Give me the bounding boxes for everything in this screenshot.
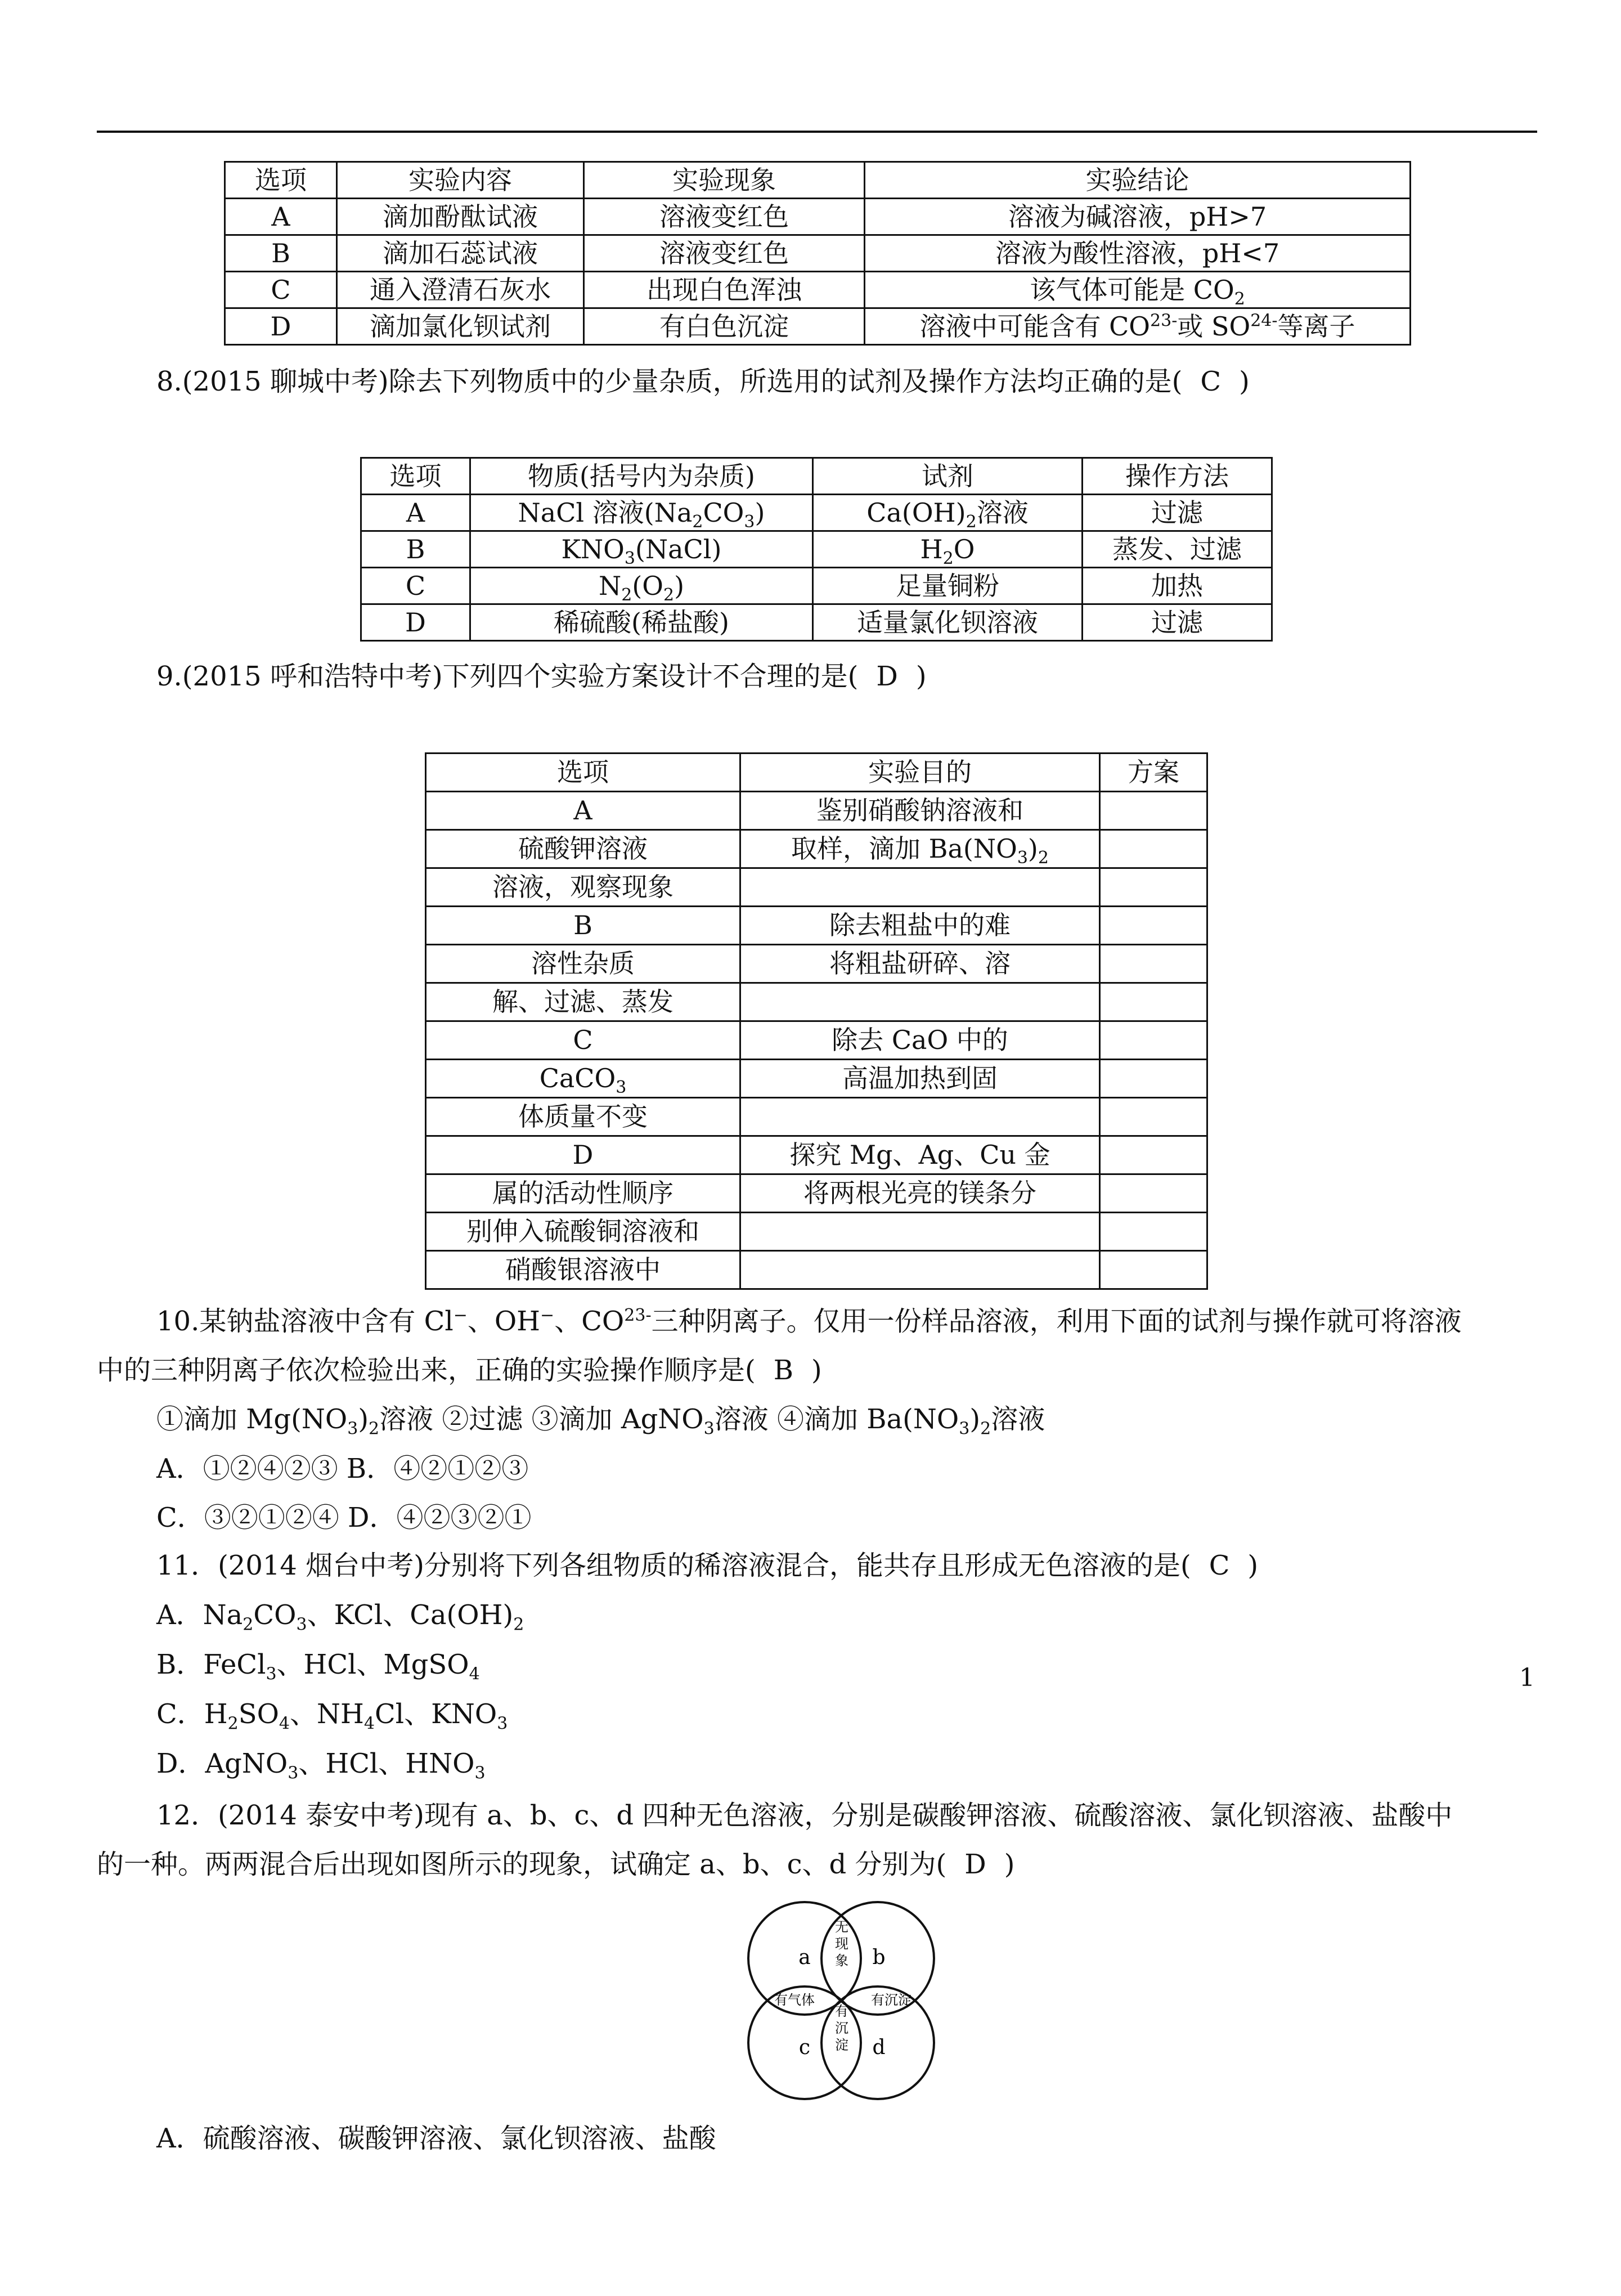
cell (740, 1213, 1100, 1251)
cell (426, 1060, 740, 1098)
table-header-row (426, 754, 1207, 792)
table-row (361, 568, 1272, 604)
cell (470, 531, 813, 568)
cell-text: ) (674, 571, 685, 601)
question-text: 9.(2015 呼和浩特中考)下列四个实验方案设计不合理的是( (156, 661, 859, 692)
cell-text: 溶液中可能含有 CO (919, 311, 1151, 342)
question-11 (156, 1549, 1258, 1582)
superscript: 23- (1150, 311, 1178, 331)
cell (865, 272, 1411, 308)
text: 溶液 ②过滤 ③滴加 AgNO (379, 1403, 704, 1435)
text: D．AgNO (156, 1748, 288, 1779)
text: 、OH (467, 1306, 541, 1337)
cell-text: (O (632, 571, 663, 601)
cell (470, 495, 813, 531)
cell: 鉴别硝酸钠溶液和 (740, 792, 1100, 830)
label-gas: 有气体 (774, 1992, 815, 2008)
question-11-option-c (156, 1697, 508, 1734)
table-header-row (225, 162, 1411, 199)
cell: A (225, 199, 337, 235)
answer: C (1209, 1550, 1230, 1581)
label-precipitate-cd: 有沉淀 (835, 2003, 848, 2053)
cell-text: KNO (561, 534, 625, 564)
cell: 蒸发、过滤 (1083, 531, 1272, 568)
answer: C (1200, 366, 1222, 397)
cell: B (361, 531, 470, 568)
header-option: 选项 (426, 754, 740, 792)
text: 、NH (290, 1698, 364, 1730)
table-row (426, 1021, 1207, 1060)
cell: 加热 (1083, 568, 1272, 604)
cell: 将两根光亮的镁条分 (740, 1174, 1100, 1213)
question-10-operations (156, 1402, 1045, 1439)
label-d: d (872, 2036, 886, 2059)
cell: 稀硫酸(稀盐酸) (470, 604, 813, 641)
table-row (225, 199, 1411, 235)
subscript: 2 (1038, 848, 1049, 868)
text: CO (253, 1599, 297, 1631)
subscript: 3 (744, 512, 755, 532)
cell: 别伸入硫酸铜溶液和 (426, 1213, 740, 1251)
header-conclusion: 实验结论 (865, 162, 1411, 199)
cell: 出现白色浑浊 (584, 272, 865, 308)
cell: 滴加氯化钡试剂 (337, 308, 584, 345)
table-row (426, 792, 1207, 830)
cell-text: 取样，滴加 Ba(NO (791, 833, 1017, 864)
superscript: − (453, 1306, 468, 1325)
text: Cl、KNO (374, 1698, 497, 1730)
cell: 溶液变红色 (584, 199, 865, 235)
answer: B (773, 1355, 794, 1386)
mixing-diagram (731, 1896, 957, 2110)
cell: C (361, 568, 470, 604)
question-8 (156, 365, 1250, 398)
subscript: 3 (703, 1419, 715, 1439)
cell: 溶性杂质 (426, 945, 740, 983)
cell (1100, 945, 1207, 983)
cell: 属的活动性顺序 (426, 1174, 740, 1213)
table-row (426, 830, 1207, 868)
text: 、HCl、MgSO (276, 1649, 469, 1680)
header-plan: 方案 (1100, 754, 1207, 792)
cell: A (426, 792, 740, 830)
table-row (361, 495, 1272, 531)
text: 三种阴离子。仅用一份样品溶液，利用下面的试剂与操作就可将溶液 (651, 1306, 1462, 1337)
cell-text: 等离子 (1277, 311, 1355, 342)
header-substance: 物质(括号内为杂质) (470, 458, 813, 495)
answer: D (876, 661, 898, 692)
cell-text: NaCl 溶液(Na (518, 497, 693, 528)
cell: 溶液，观察现象 (426, 868, 740, 907)
cell (740, 830, 1100, 868)
cell (813, 495, 1083, 531)
table-row (426, 945, 1207, 983)
table-row (361, 531, 1272, 568)
label-a: a (798, 1946, 811, 1969)
cell: 适量氯化钡溶液 (813, 604, 1083, 641)
header-rule (97, 131, 1537, 133)
text: 、CO (554, 1306, 625, 1337)
question-12-line1: 12．(2014 泰安中考)现有 a、b、c、d 四种无色溶液，分别是碳酸钾溶液、硫酸溶液、氯化钡溶液、盐酸中 (156, 1800, 1453, 1831)
text: 、KCl、Ca(OH) (307, 1599, 514, 1631)
subscript: 3 (266, 1664, 277, 1684)
cell: 溶液为碱溶液，pH>7 (865, 199, 1411, 235)
label-no-reaction: 无现象 (835, 1919, 848, 1968)
subscript: 2 (942, 549, 954, 569)
cell-text: ) (755, 497, 765, 528)
cell-text: 该气体可能是 CO (1030, 275, 1234, 305)
subscript: 2 (621, 585, 632, 606)
cell-text: CO (703, 497, 744, 528)
text: ①滴加 Mg(NO (156, 1403, 348, 1435)
paren: ) (915, 661, 927, 692)
text: 的一种。两两混合后出现如图所示的现象，试确定 a、b、c、d 分别为( (97, 1849, 947, 1880)
cell (1100, 1098, 1207, 1136)
superscript: 23- (624, 1306, 652, 1325)
text: 10.某钠盐溶液中含有 Cl (156, 1306, 453, 1337)
cell (1100, 1251, 1207, 1289)
label-c: c (798, 2036, 811, 2059)
cell-text: 溶液 (976, 497, 1029, 528)
table-row (426, 868, 1207, 907)
table-row (426, 907, 1207, 945)
cell-text: O (953, 534, 975, 564)
table-header-row (361, 458, 1272, 495)
question-10-line1 (156, 1304, 1462, 1338)
superscript: − (540, 1306, 555, 1325)
subscript: 2 (369, 1419, 380, 1439)
cell: 溶液变红色 (584, 235, 865, 272)
cell: B (426, 907, 740, 945)
question-12-option-a: A．硫酸溶液、碳酸钾溶液、氯化钡溶液、盐酸 (156, 2123, 716, 2154)
paren: ) (1247, 1550, 1259, 1581)
subscript: 2 (980, 1419, 991, 1439)
cell: 滴加酚酞试液 (337, 199, 584, 235)
label-b: b (872, 1946, 886, 1969)
cell: B (225, 235, 337, 272)
cell-text: (NaCl) (635, 534, 722, 564)
subscript: 4 (469, 1664, 480, 1684)
cell-text: CaCO (539, 1063, 616, 1093)
question-10-line2 (97, 1353, 822, 1387)
question-10-options-ab: A．①②④②③ B．④②①②③ (156, 1453, 529, 1485)
cell: 通入澄清石灰水 (337, 272, 584, 308)
cell: 有白色沉淀 (584, 308, 865, 345)
subscript: 3 (616, 1078, 627, 1098)
table-experiment-conclusions (224, 161, 1411, 346)
subscript: 4 (279, 1714, 290, 1734)
question-9 (156, 660, 927, 693)
table-row (426, 1213, 1207, 1251)
cell (1100, 1136, 1207, 1174)
question-12-line2 (97, 1847, 1014, 1881)
subscript: 2 (243, 1615, 254, 1635)
text: 溶液 ④滴加 Ba(NO (714, 1403, 959, 1435)
table-row (361, 604, 1272, 641)
table-row (225, 272, 1411, 308)
subscript: 2 (663, 585, 675, 606)
subscript: 3 (288, 1763, 299, 1783)
cell: 探究 Mg、Ag、Cu 金 (740, 1136, 1100, 1174)
cell (1100, 907, 1207, 945)
page-number: 1 (1519, 1663, 1535, 1692)
question-11-option-d (156, 1747, 486, 1781)
cell (740, 868, 1100, 907)
answer: D (964, 1849, 986, 1880)
cell: 硫酸钾溶液 (426, 830, 740, 868)
text: 、HCl、HNO (298, 1748, 475, 1779)
table-experiment-design (425, 752, 1208, 1290)
text: B．FeCl (156, 1649, 266, 1680)
header-phenomenon: 实验现象 (584, 162, 865, 199)
cell: 硝酸银溶液中 (426, 1251, 740, 1289)
subscript: 3 (296, 1615, 307, 1635)
cell: 过滤 (1083, 495, 1272, 531)
table-row (426, 1251, 1207, 1289)
question-11-option-a (156, 1598, 524, 1635)
question-11-option-b (156, 1648, 480, 1684)
paren: ) (811, 1355, 822, 1386)
subscript: 3 (474, 1763, 486, 1783)
cell (740, 983, 1100, 1021)
subscript: 3 (624, 549, 635, 569)
cell (1100, 868, 1207, 907)
cell (470, 568, 813, 604)
cell (1100, 792, 1207, 830)
text: 溶液 (991, 1403, 1045, 1435)
header-reagent: 试剂 (813, 458, 1083, 495)
cell (740, 1251, 1100, 1289)
cell: 高温加热到固 (740, 1060, 1100, 1098)
cell (740, 1098, 1100, 1136)
header-purpose: 实验目的 (740, 754, 1100, 792)
question-text: 8.(2015 聊城中考)除去下列物质中的少量杂质，所选用的试剂及操作方法均正确的是( (156, 366, 1183, 397)
label-precipitate-bd: 有沉淀 (871, 1992, 911, 2008)
subscript: 3 (497, 1714, 508, 1734)
table-row (426, 1060, 1207, 1098)
subscript: 3 (1017, 848, 1028, 868)
cell: 过滤 (1083, 604, 1272, 641)
cell: 将粗盐研碎、溶 (740, 945, 1100, 983)
header-content: 实验内容 (337, 162, 584, 199)
subscript: 2 (513, 1615, 524, 1635)
superscript: 24- (1250, 311, 1278, 331)
cell: C (225, 272, 337, 308)
subscript: 3 (959, 1419, 970, 1439)
paren: ) (1239, 366, 1250, 397)
subscript: 2 (692, 512, 703, 532)
cell (865, 308, 1411, 345)
cell-text: 或 SO (1177, 311, 1251, 342)
header-option: 选项 (225, 162, 337, 199)
cell-text: H (920, 534, 943, 564)
cell: 解、过滤、蒸发 (426, 983, 740, 1021)
cell: D (426, 1136, 740, 1174)
cell (1100, 1021, 1207, 1060)
cell: 体质量不变 (426, 1098, 740, 1136)
subscript: 2 (1234, 289, 1245, 310)
cell (1100, 983, 1207, 1021)
text: A．Na (156, 1599, 243, 1631)
cell (813, 531, 1083, 568)
table-row (426, 1098, 1207, 1136)
table-row (426, 983, 1207, 1021)
subscript: 4 (363, 1714, 375, 1734)
cell: 足量铜粉 (813, 568, 1083, 604)
paren: ) (1004, 1849, 1015, 1880)
table-row (225, 308, 1411, 345)
cell: 除去 CaO 中的 (740, 1021, 1100, 1060)
cell (1100, 1213, 1207, 1251)
header-option: 选项 (361, 458, 470, 495)
table-row (426, 1136, 1207, 1174)
cell-text: N (598, 571, 622, 601)
cell (1100, 1174, 1207, 1213)
subscript: 3 (347, 1419, 358, 1439)
cell-text: ) (1027, 833, 1038, 864)
text: C．H (156, 1698, 228, 1730)
table-row (426, 1174, 1207, 1213)
subscript: 2 (966, 512, 977, 532)
cell: D (361, 604, 470, 641)
table-impurity-removal (360, 457, 1273, 642)
cell-text: Ca(OH) (866, 497, 966, 528)
cell: D (225, 308, 337, 345)
cell: A (361, 495, 470, 531)
text: 中的三种阴离子依次检验出来，正确的实验操作顺序是( (97, 1355, 756, 1386)
question-text: 11．(2014 烟台中考)分别将下列各组物质的稀溶液混合，能共存且形成无色溶液的是( (156, 1550, 1191, 1581)
header-method: 操作方法 (1083, 458, 1272, 495)
cell: 滴加石蕊试液 (337, 235, 584, 272)
subscript: 2 (227, 1714, 239, 1734)
cell (1100, 1060, 1207, 1098)
cell: C (426, 1021, 740, 1060)
cell: 溶液为酸性溶液，pH<7 (865, 235, 1411, 272)
cell: 除去粗盐中的难 (740, 907, 1100, 945)
cell (1100, 830, 1207, 868)
text: ) (358, 1403, 369, 1435)
text: ) (969, 1403, 981, 1435)
text: SO (238, 1698, 279, 1730)
question-10-options-cd: C．③②①②④ D．④②③②① (156, 1502, 532, 1533)
table-row (225, 235, 1411, 272)
